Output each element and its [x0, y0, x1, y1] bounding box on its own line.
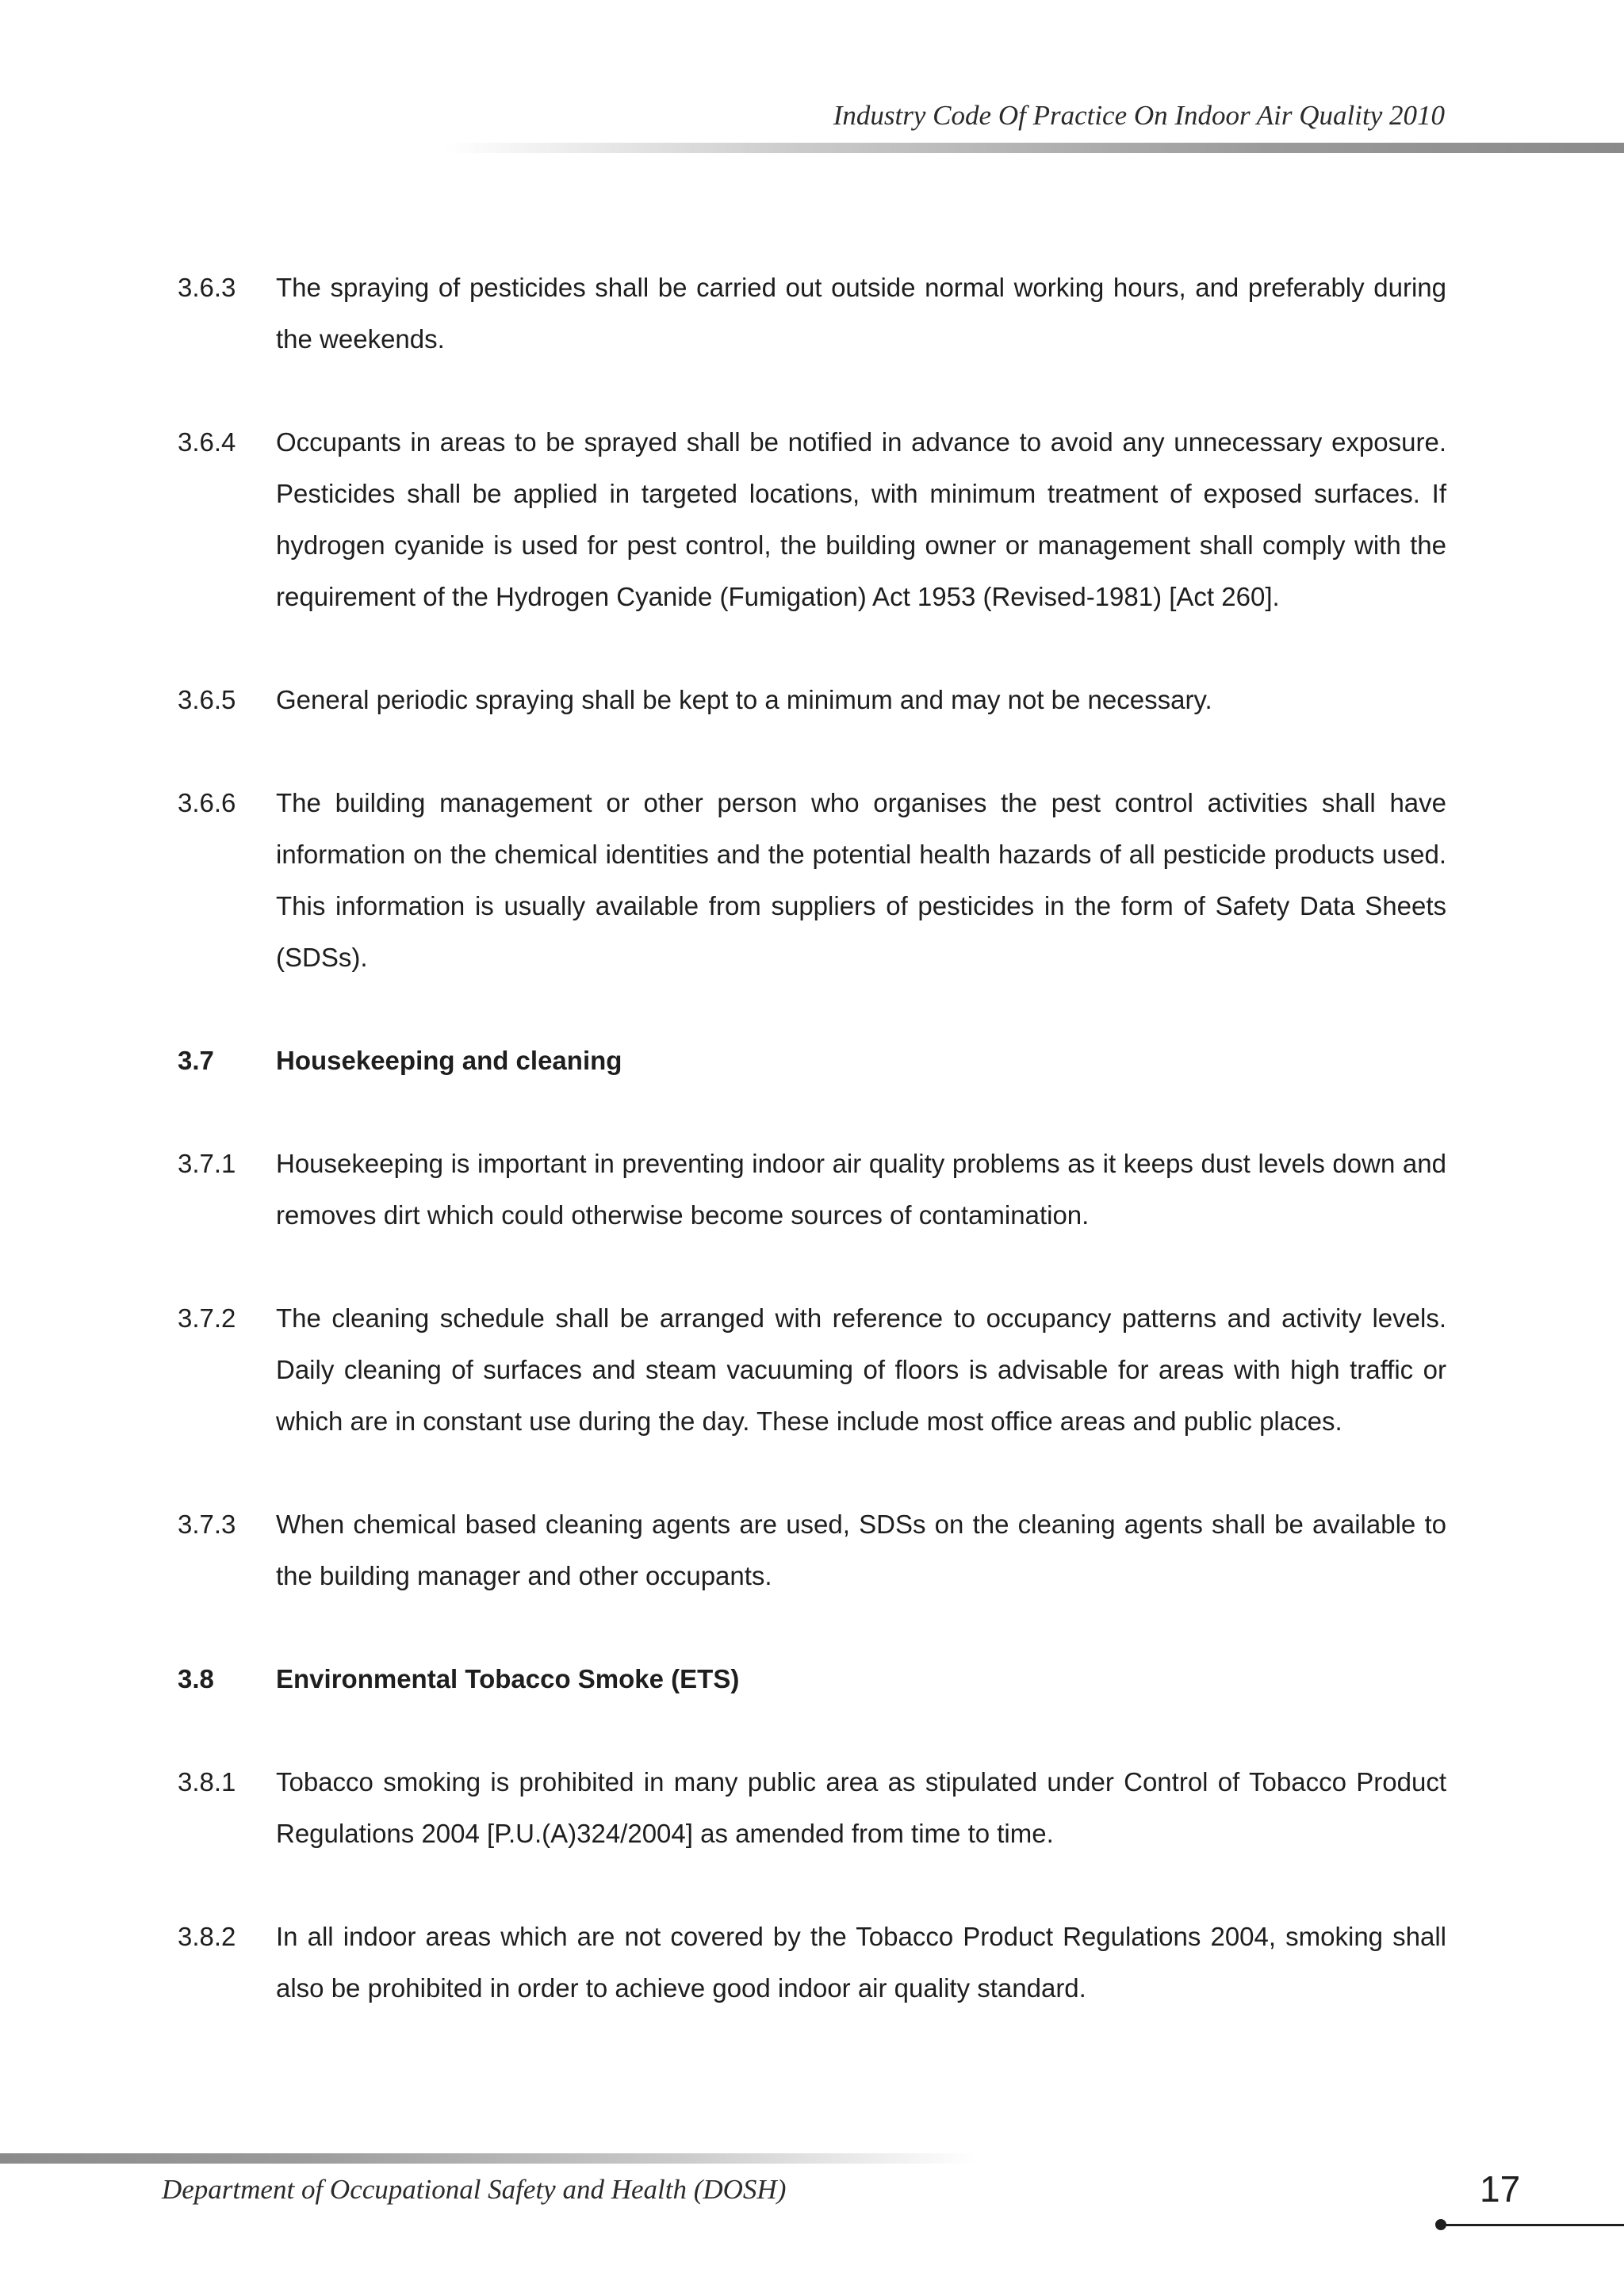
clause-number: 3.7.3 [178, 1510, 236, 1539]
section-heading-3-7 [178, 1035, 1446, 1086]
clause-number: 3.6.5 [178, 685, 236, 714]
clause-text: The building management or other person who organises the pest control activities shall have information on the chemical identities and the potential health hazards of all pesticide products used. This information is usually available from suppliers of pesticides in the form of Safety Data Sheets (SDSs). [276, 788, 1446, 972]
clause-number: 3.6.3 [178, 273, 236, 302]
section-number: 3.7 [178, 1046, 214, 1075]
clause-number: 3.7.1 [178, 1149, 236, 1178]
page-number-rule [1443, 2224, 1624, 2226]
section-heading-3-8 [178, 1653, 1446, 1705]
section-title: Housekeeping and cleaning [276, 1046, 622, 1075]
footer-rule [0, 2153, 975, 2164]
clause-3-8-1 [178, 1756, 1446, 1859]
clause-3-8-2 [178, 1911, 1446, 2014]
clause-3-6-6 [178, 777, 1446, 983]
clause-text: General periodic spraying shall be kept to a minimum and may not be necessary. [276, 685, 1212, 714]
clause-3-7-2 [178, 1292, 1446, 1447]
clause-text: Occupants in areas to be sprayed shall be notified in advance to avoid any unnecessary exposure. Pesticides shall be applied in targeted locations, with minimum treatment of exposed surfaces. If hydrogen cyanide is used for pest control, the building owner or management shall comply with the requirement of the Hydrogen Cyanide (Fumigation) Act 1953 (Revised-1981) [Act 260]. [276, 427, 1446, 611]
footer-department: Department of Occupational Safety and Health (DOSH) [162, 2174, 787, 2205]
clause-text: The spraying of pesticides shall be carried out outside normal working hours, and preferably during the weekends. [276, 273, 1446, 354]
document-body [178, 262, 1446, 2065]
section-number: 3.8 [178, 1664, 214, 1693]
clause-number: 3.6.4 [178, 427, 236, 457]
clause-text: In all indoor areas which are not covered by the Tobacco Product Regulations 2004, smoking shall also be prohibited in order to achieve good indoor air quality standard. [276, 1922, 1446, 2003]
clause-number: 3.8.1 [178, 1767, 236, 1797]
clause-3-6-3 [178, 262, 1446, 365]
clause-text: Housekeeping is important in preventing indoor air quality problems as it keeps dust levels down and removes dirt which could otherwise become sources of contamination. [276, 1149, 1446, 1230]
section-title: Environmental Tobacco Smoke (ETS) [276, 1664, 740, 1693]
clause-3-6-5 [178, 674, 1446, 725]
clause-number: 3.7.2 [178, 1303, 236, 1333]
clause-text: The cleaning schedule shall be arranged with reference to occupancy patterns and activity levels. Daily cleaning of surfaces and steam vacuuming of floors is advisable for areas with high traffic or which are in constant use during the day. These include most office areas and public places. [276, 1303, 1446, 1436]
running-header-title: Industry Code Of Practice On Indoor Air Quality 2010 [833, 100, 1445, 131]
clause-text: When chemical based cleaning agents are used, SDSs on the cleaning agents shall be available to the building manager and other occupants. [276, 1510, 1446, 1590]
clause-3-6-4 [178, 416, 1446, 622]
header-rule [444, 143, 1624, 153]
clause-text: Tobacco smoking is prohibited in many public area as stipulated under Control of Tobacco Product Regulations 2004 [P.U.(A)324/2004] as amended from time to time. [276, 1767, 1446, 1848]
page-number: 17 [1480, 2168, 1521, 2210]
page-header [0, 0, 1624, 159]
clause-number: 3.6.6 [178, 788, 236, 817]
clause-3-7-1 [178, 1138, 1446, 1241]
clause-number: 3.8.2 [178, 1922, 236, 1951]
clause-3-7-3 [178, 1498, 1446, 1601]
